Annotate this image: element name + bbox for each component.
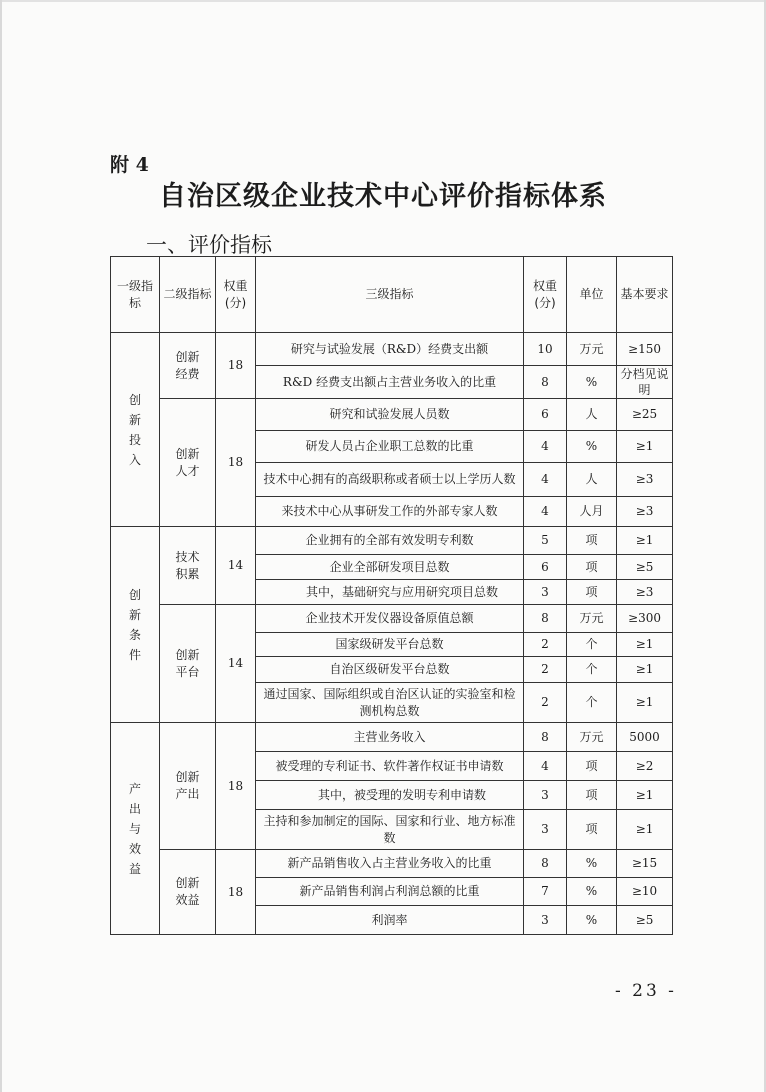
- level3-weight: 8: [524, 366, 567, 399]
- level2-weight: 18: [216, 399, 256, 527]
- requirement-cell: ≥1: [617, 633, 673, 657]
- requirement-cell: ≥3: [617, 463, 673, 497]
- unit-cell: 人: [567, 399, 617, 431]
- level3-indicator: 来技术中心从事研发工作的外部专家人数: [256, 497, 524, 527]
- level1-indicator: 产出与效益: [111, 723, 160, 935]
- unit-cell: 人: [567, 463, 617, 497]
- table-row: [111, 399, 673, 431]
- level2-indicator: 创新产出: [160, 723, 216, 850]
- level2-weight: 18: [216, 333, 256, 399]
- level3-indicator: R&D 经费支出额占主营业务收入的比重: [256, 366, 524, 399]
- unit-cell: 项: [567, 580, 617, 605]
- level2-indicator: 创新人才: [160, 399, 216, 527]
- level3-indicator: 其中，被受理的发明专利申请数: [256, 781, 524, 810]
- level3-weight: 7: [524, 878, 567, 906]
- unit-cell: 万元: [567, 333, 617, 366]
- level2-indicator: 技术积累: [160, 527, 216, 605]
- unit-cell: %: [567, 850, 617, 878]
- requirement-cell: ≥1: [617, 781, 673, 810]
- header-requirement: 基本要求: [617, 257, 673, 333]
- unit-cell: 项: [567, 810, 617, 850]
- level3-weight: 6: [524, 399, 567, 431]
- level3-weight: 4: [524, 463, 567, 497]
- level3-weight: 4: [524, 431, 567, 463]
- level2-indicator: 创新平台: [160, 605, 216, 723]
- unit-cell: 个: [567, 633, 617, 657]
- level2-indicator: 创新效益: [160, 850, 216, 935]
- level3-indicator: 通过国家、国际组织或自治区认证的实验室和检测机构总数: [256, 683, 524, 723]
- scan-edge-left: [0, 0, 2, 1092]
- level3-indicator: 企业全部研发项目总数: [256, 555, 524, 580]
- requirement-cell: ≥1: [617, 810, 673, 850]
- requirement-cell: ≥3: [617, 580, 673, 605]
- level3-indicator: 研发人员占企业职工总数的比重: [256, 431, 524, 463]
- level3-weight: 3: [524, 781, 567, 810]
- level2-weight: 18: [216, 723, 256, 850]
- requirement-cell: ≥5: [617, 555, 673, 580]
- level3-indicator: 新产品销售利润占利润总额的比重: [256, 878, 524, 906]
- requirement-cell: ≥15: [617, 850, 673, 878]
- unit-cell: %: [567, 366, 617, 399]
- level3-indicator: 主营业务收入: [256, 723, 524, 752]
- table-row: [111, 333, 673, 366]
- unit-cell: 项: [567, 555, 617, 580]
- level3-indicator: 研究与试验发展（R&D）经费支出额: [256, 333, 524, 366]
- level3-weight: 2: [524, 683, 567, 723]
- requirement-cell: ≥150: [617, 333, 673, 366]
- unit-cell: 万元: [567, 605, 617, 633]
- level3-indicator: 技术中心拥有的高级职称或者硕士以上学历人数: [256, 463, 524, 497]
- header-weight2: 权重(分): [216, 257, 256, 333]
- requirement-cell: 分档见说明: [617, 366, 673, 399]
- level3-indicator: 新产品销售收入占主营业务收入的比重: [256, 850, 524, 878]
- level3-indicator: 国家级研发平台总数: [256, 633, 524, 657]
- level2-indicator: 创新经费: [160, 333, 216, 399]
- unit-cell: 项: [567, 781, 617, 810]
- level2-weight: 14: [216, 605, 256, 723]
- level3-indicator: 自治区级研发平台总数: [256, 657, 524, 683]
- level3-weight: 4: [524, 752, 567, 781]
- level3-weight: 5: [524, 527, 567, 555]
- level3-indicator: 其中，基础研究与应用研究项目总数: [256, 580, 524, 605]
- header-level3: 三级指标: [256, 257, 524, 333]
- requirement-cell: ≥1: [617, 527, 673, 555]
- requirement-cell: ≥1: [617, 657, 673, 683]
- level1-indicator: 创新投入: [111, 333, 160, 527]
- level3-indicator: 主持和参加制定的国际、国家和行业、地方标准数: [256, 810, 524, 850]
- level3-weight: 3: [524, 810, 567, 850]
- level3-weight: 2: [524, 633, 567, 657]
- requirement-cell: ≥10: [617, 878, 673, 906]
- unit-cell: 项: [567, 752, 617, 781]
- level3-weight: 8: [524, 723, 567, 752]
- requirement-cell: ≥5: [617, 906, 673, 935]
- level3-weight: 6: [524, 555, 567, 580]
- scan-edge-top: [0, 0, 766, 2]
- table-header-row: [111, 257, 673, 333]
- requirement-cell: 5000: [617, 723, 673, 752]
- unit-cell: 万元: [567, 723, 617, 752]
- table-row: [111, 527, 673, 555]
- level1-indicator: 创新条件: [111, 527, 160, 723]
- unit-cell: 个: [567, 683, 617, 723]
- level2-weight: 18: [216, 850, 256, 935]
- level3-weight: 8: [524, 850, 567, 878]
- unit-cell: 人月: [567, 497, 617, 527]
- document-title: 自治区级企业技术中心评价指标体系: [159, 181, 607, 212]
- level3-weight: 3: [524, 906, 567, 935]
- unit-cell: 项: [567, 527, 617, 555]
- unit-cell: %: [567, 431, 617, 463]
- level3-weight: 8: [524, 605, 567, 633]
- section-heading: 一、评价指标: [146, 233, 272, 257]
- header-weight3: 权重(分): [524, 257, 567, 333]
- table-body: [111, 333, 673, 935]
- requirement-cell: ≥25: [617, 399, 673, 431]
- level3-indicator: 企业技术开发仪器设备原值总额: [256, 605, 524, 633]
- level3-weight: 3: [524, 580, 567, 605]
- unit-cell: %: [567, 906, 617, 935]
- page-number: - 23 -: [615, 981, 677, 1001]
- level3-indicator: 利润率: [256, 906, 524, 935]
- level3-indicator: 被受理的专利证书、软件著作权证书申请数: [256, 752, 524, 781]
- header-level2: 二级指标: [160, 257, 216, 333]
- header-level1: 一级指标: [111, 257, 160, 333]
- table-row: [111, 723, 673, 752]
- header-unit: 单位: [567, 257, 617, 333]
- requirement-cell: ≥3: [617, 497, 673, 527]
- annex-label: 附 4: [110, 154, 149, 176]
- unit-cell: %: [567, 878, 617, 906]
- level3-weight: 2: [524, 657, 567, 683]
- level2-weight: 14: [216, 527, 256, 605]
- level3-weight: 10: [524, 333, 567, 366]
- requirement-cell: ≥1: [617, 683, 673, 723]
- level3-indicator: 研究和试验发展人员数: [256, 399, 524, 431]
- table-row: [111, 605, 673, 633]
- evaluation-index-table: [110, 256, 673, 935]
- requirement-cell: ≥1: [617, 431, 673, 463]
- level3-weight: 4: [524, 497, 567, 527]
- level3-indicator: 企业拥有的全部有效发明专利数: [256, 527, 524, 555]
- unit-cell: 个: [567, 657, 617, 683]
- table-row: [111, 850, 673, 878]
- requirement-cell: ≥2: [617, 752, 673, 781]
- requirement-cell: ≥300: [617, 605, 673, 633]
